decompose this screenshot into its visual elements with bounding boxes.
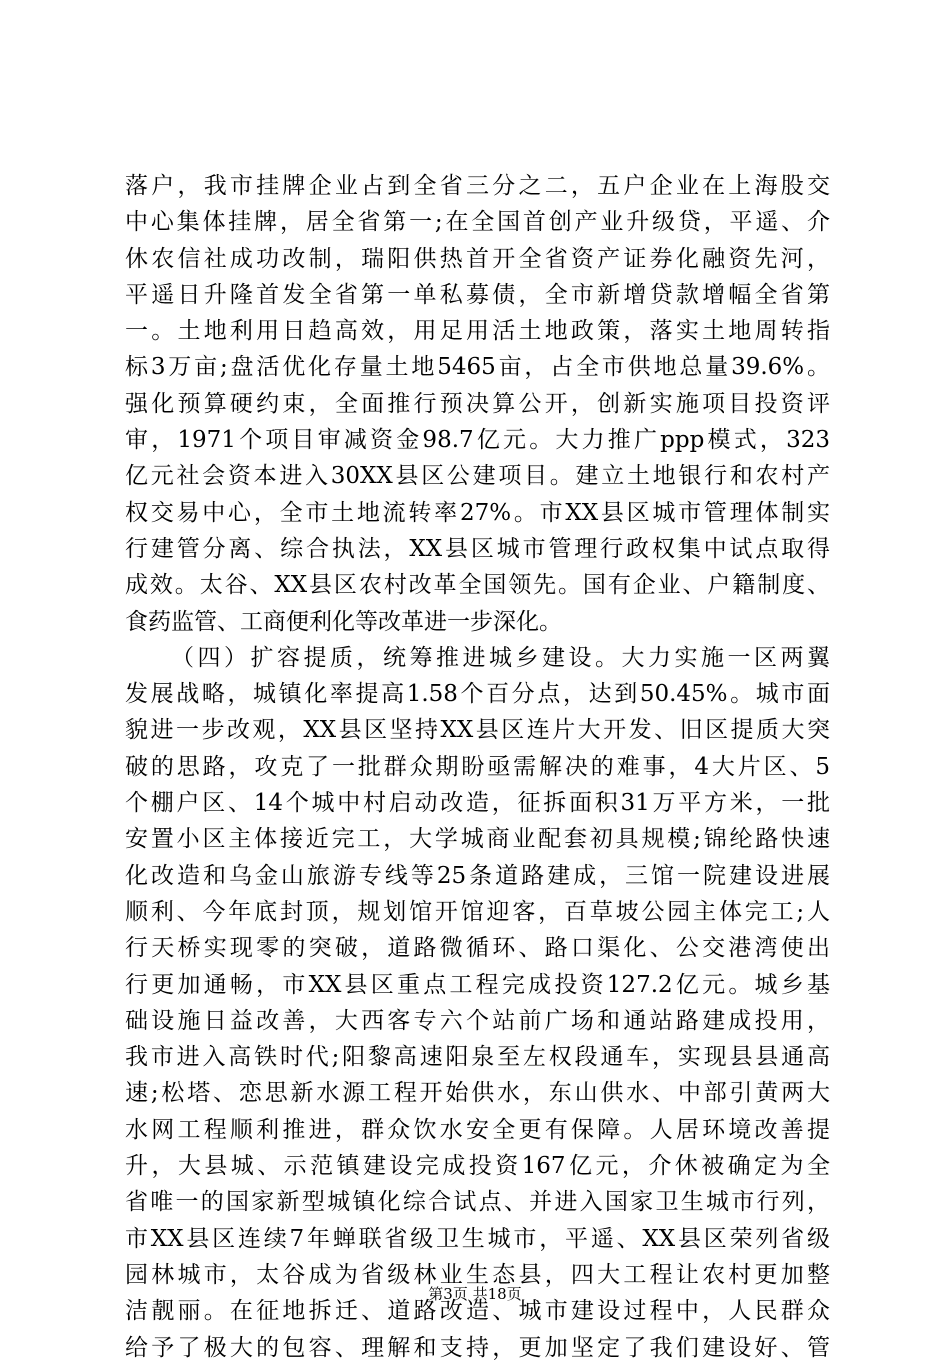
text-line: 水网工程顺利推进，群众饮水安全更有保障。人居环境改善提 — [125, 1116, 830, 1143]
text-line: 给予了极大的包容、理解和支持，更加坚定了我们建设好、管 — [125, 1334, 830, 1361]
text-line: 审，1971个项目审减资金98.7亿元。大力推广ppp模式，323 — [125, 427, 830, 454]
text-line: 强化预算硬约束，全面推行预决算公开，创新实施项目投资评 — [125, 390, 830, 417]
text-line: 升，大县城、示范镇建设完成投资167亿元，介休被确定为全 — [125, 1153, 830, 1180]
text-line: 一。土地利用日趋高效，用足用活土地政策，落实土地周转指 — [125, 318, 830, 345]
text-line: 洁靓丽。在征地拆迁、道路改造、城市建设过程中，人民群众 — [125, 1298, 830, 1325]
text-line: 化改造和乌金山旅游专线等25条道路建成，三馆一院建设进展 — [125, 862, 830, 889]
text-line: 貌进一步改观，XX县区坚持XX县区连片大开发、旧区提质大突 — [125, 717, 830, 744]
text-line: 础设施日益改善，大西客专六个站前广场和通站路建成投用， — [125, 1007, 830, 1034]
text-line: 亿元社会资本进入30XX县区公建项目。建立土地银行和农村产 — [125, 463, 830, 490]
text-line: 个棚户区、14个城中村启动改造，征拆面积31万平方米，一批 — [125, 790, 830, 817]
page-number-footer: 第3页 共18页 — [428, 1285, 522, 1303]
body-text — [125, 168, 830, 1366]
text-line: 行更加通畅，市XX县区重点工程完成投资127.2亿元。城乡基 — [125, 971, 830, 998]
text-line: 行天桥实现零的突破，道路微循环、路口渠化、公交港湾使出 — [125, 935, 830, 962]
text-line: 省唯一的国家新型城镇化综合试点、并进入国家卫生城市行列， — [125, 1189, 830, 1216]
text-line: 市XX县区连续7年蝉联省级卫生城市，平遥、XX县区荣列省级 — [125, 1225, 830, 1252]
text-line: 破的思路，攻克了一批群众期盼亟需解决的难事，4大片区、5 — [125, 753, 830, 780]
text-line: 顺利、今年底封顶，规划馆开馆迎客，百草坡公园主体完工;人 — [125, 898, 830, 925]
text-line: 平遥日升隆首发全省第一单私募债，全市新增贷款增幅全省第 — [125, 281, 830, 308]
text-line: 园林城市，太谷成为省级林业生态县，四大工程让农村更加整 — [125, 1261, 830, 1288]
text-line: 标3万亩;盘活优化存量土地5465亩，占全市供地总量39.6%。 — [125, 354, 830, 381]
text-line: 落户，我市挂牌企业占到全省三分之二，五户企业在上海股交 — [125, 173, 830, 199]
section-heading-line: （四）扩容提质，统筹推进城乡建设。大力实施一区两翼 — [171, 644, 830, 671]
text-line: 权交易中心，全市土地流转率27%。市XX县区城市管理体制实 — [125, 499, 830, 526]
text-line: 安置小区主体接近完工，大学城商业配套初具规模;锦纶路快速 — [125, 826, 830, 853]
text-line: 发展战略，城镇化率提高1.58个百分点，达到50.45%。城市面 — [125, 681, 830, 708]
text-line: 成效。太谷、XX县区农村改革全国领先。国有企业、户籍制度、 — [125, 572, 830, 599]
text-line: 食药监管、工商便利化等改革进一步深化。 — [125, 608, 562, 635]
text-line: 休农信社成功改制，瑞阳供热首开全省资产证券化融资先河， — [125, 245, 830, 272]
text-line: 中心集体挂牌，居全省第一;在全国首创产业升级贷，平遥、介 — [125, 209, 830, 236]
text-line: 速;松塔、恋思新水源工程开始供水，东山供水、中部引黄两大 — [125, 1080, 830, 1107]
text-line: 行建管分离、综合执法，XX县区城市管理行政权集中试点取得 — [125, 535, 830, 562]
text-line: 我市进入高铁时代;阳黎高速阳泉至左权段通车，实现县县通高 — [125, 1044, 830, 1071]
